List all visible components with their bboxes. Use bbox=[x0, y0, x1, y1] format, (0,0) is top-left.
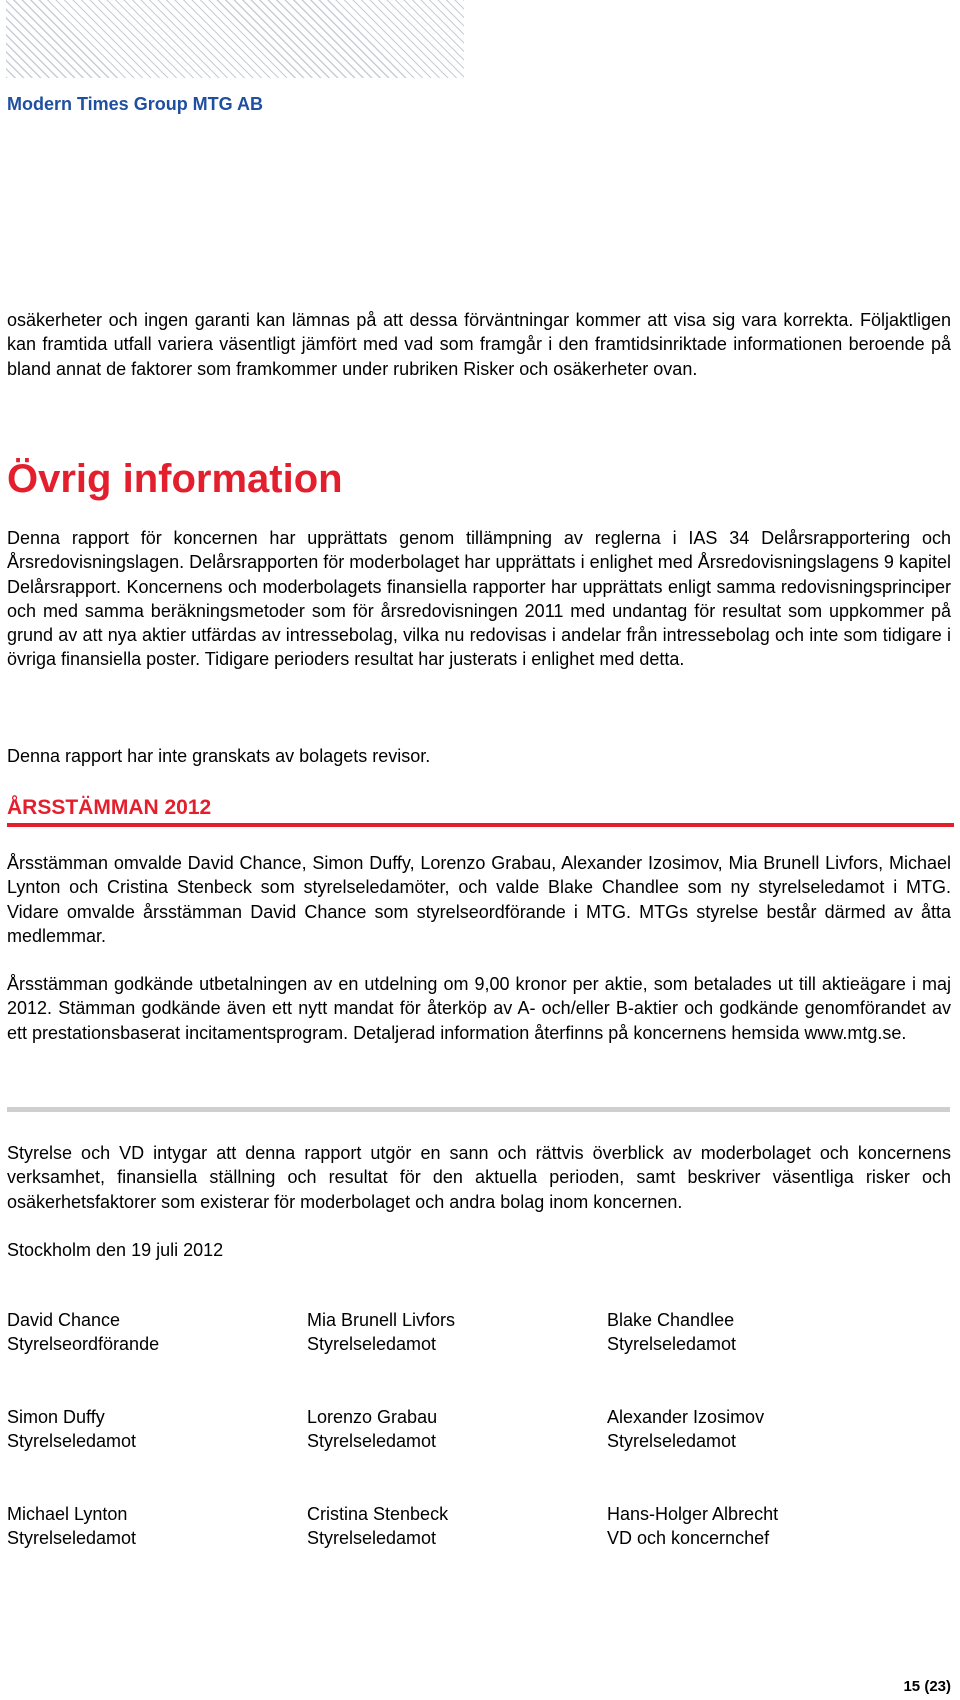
signatory-title: VD och koncernchef bbox=[607, 1528, 770, 1548]
place-date: Stockholm den 19 juli 2012 bbox=[7, 1240, 224, 1260]
assurance-statement: Styrelse och VD intygar att denna rapport utgör en sann och rättvis överblick av moderbolaget och koncernens verksamhet, finansiella ställning och resultat för den aktuella perioden, samt beskriver väsentliga risker och osäkerhetsfaktorer som existerar för moderbolaget och andra bolag inom koncernen. bbox=[7, 1143, 951, 1212]
arsstamman-paragraph-2: Årsstämman godkände utbetalningen av en utdelning om 9,00 kronor per aktie, som betalades ut till aktieägare i maj 2012. Stämman godkände även ett nytt mandat för återköp av A- och/eller B-aktier och godkände genomförandet av ett prestationsbaserat incitamentsprogram. Detaljerad information återfinns på koncernens hemsida www.mtg.se. bbox=[7, 974, 951, 1043]
signatory-title: Styrelseledamot bbox=[7, 1431, 137, 1451]
company-name: Modern Times Group MTG AB bbox=[7, 94, 264, 114]
signatory-name: Lorenzo Grabau bbox=[307, 1407, 438, 1427]
signatory-name: Mia Brunell Livfors bbox=[307, 1310, 456, 1330]
signatory-title: Styrelseledamot bbox=[307, 1431, 437, 1451]
signature-row bbox=[7, 1405, 907, 1502]
signature-block bbox=[307, 1308, 607, 1405]
signature-row bbox=[7, 1502, 907, 1599]
signatory-name: Simon Duffy bbox=[7, 1407, 105, 1427]
page-number: 15 (23) bbox=[903, 1678, 951, 1695]
heading-underline bbox=[7, 823, 954, 827]
signatory-title: Styrelseledamot bbox=[7, 1528, 137, 1548]
signature-row bbox=[7, 1308, 907, 1405]
signature-block bbox=[607, 1405, 907, 1502]
intro-paragraph: osäkerheter och ingen garanti kan lämnas på att dessa förväntningar kommer att visa sig vara korrekta. Följaktligen kan framtida utfall variera väsentligt jämfört med vad som framgår i den framtidsinriktade informationen beroende på bland annat de faktorer som framkommer under rubriken Risker och osäkerheter ovan. bbox=[7, 310, 951, 379]
arsstamman-heading: ÅRSSTÄMMAN 2012 bbox=[7, 796, 212, 819]
signatory-name: Hans-Holger Albrecht bbox=[607, 1504, 779, 1524]
signatory-title: Styrelseordförande bbox=[7, 1334, 160, 1354]
signature-block bbox=[7, 1405, 307, 1502]
signatory-name: Cristina Stenbeck bbox=[307, 1504, 449, 1524]
signatory-name: Alexander Izosimov bbox=[607, 1407, 765, 1427]
signature-block bbox=[607, 1502, 907, 1599]
signatory-title: Styrelseledamot bbox=[307, 1528, 437, 1548]
signature-grid bbox=[7, 1308, 907, 1599]
signature-block bbox=[607, 1308, 907, 1405]
signatory-title: Styrelseledamot bbox=[607, 1431, 737, 1451]
arsstamman-paragraph-1: Årsstämman omvalde David Chance, Simon Duffy, Lorenzo Grabau, Alexander Izosimov, Mia Brunell Livfors, Michael Lynton och Cristina Stenbeck som styrelseledamöter, och valde Blake Chandlee som ny styrelseledamot i MTG. Vidare omvalde årsstämman David Chance som styrelseordförande i MTG. MTGs styrelse består därmed av åtta medlemmar. bbox=[7, 853, 951, 946]
signatory-title: Styrelseledamot bbox=[607, 1334, 737, 1354]
signature-block bbox=[7, 1308, 307, 1405]
header-hatch-pattern bbox=[6, 0, 464, 78]
signature-block bbox=[7, 1502, 307, 1599]
ovrig-paragraph-1: Denna rapport för koncernen har upprättats genom tillämpning av reglerna i IAS 34 Delårsrapportering och Årsredovisningslagen. Delårsrapporten för moderbolaget har upprättats i enlighet med Årsredovisningslagens 9 kapitel Delårsrapport. Koncernens och moderbolagets finansiella rapporter har upprättats enligt samma redovisningsprinciper och med samma beräkningsmetoder som för årsredovisningen 2011 med undantag för resultat som uppkommer på grund av att nya aktier utfärdas av intressebolag, vilka nu redovisas i andelar från intressebolag och inte som tidigare i övriga finansiella poster. Tidigare perioders resultat har justerats i enlighet med detta. bbox=[7, 528, 951, 670]
ovrig-information-heading: Övrig information bbox=[7, 457, 343, 501]
section-divider bbox=[7, 1107, 950, 1112]
signatory-name: Blake Chandlee bbox=[607, 1310, 735, 1330]
signature-block bbox=[307, 1502, 607, 1599]
signatory-name: Michael Lynton bbox=[7, 1504, 128, 1524]
signatory-title: Styrelseledamot bbox=[307, 1334, 437, 1354]
ovrig-paragraph-2: Denna rapport har inte granskats av bolagets revisor. bbox=[7, 746, 431, 766]
signature-block bbox=[307, 1405, 607, 1502]
signatory-name: David Chance bbox=[7, 1310, 121, 1330]
